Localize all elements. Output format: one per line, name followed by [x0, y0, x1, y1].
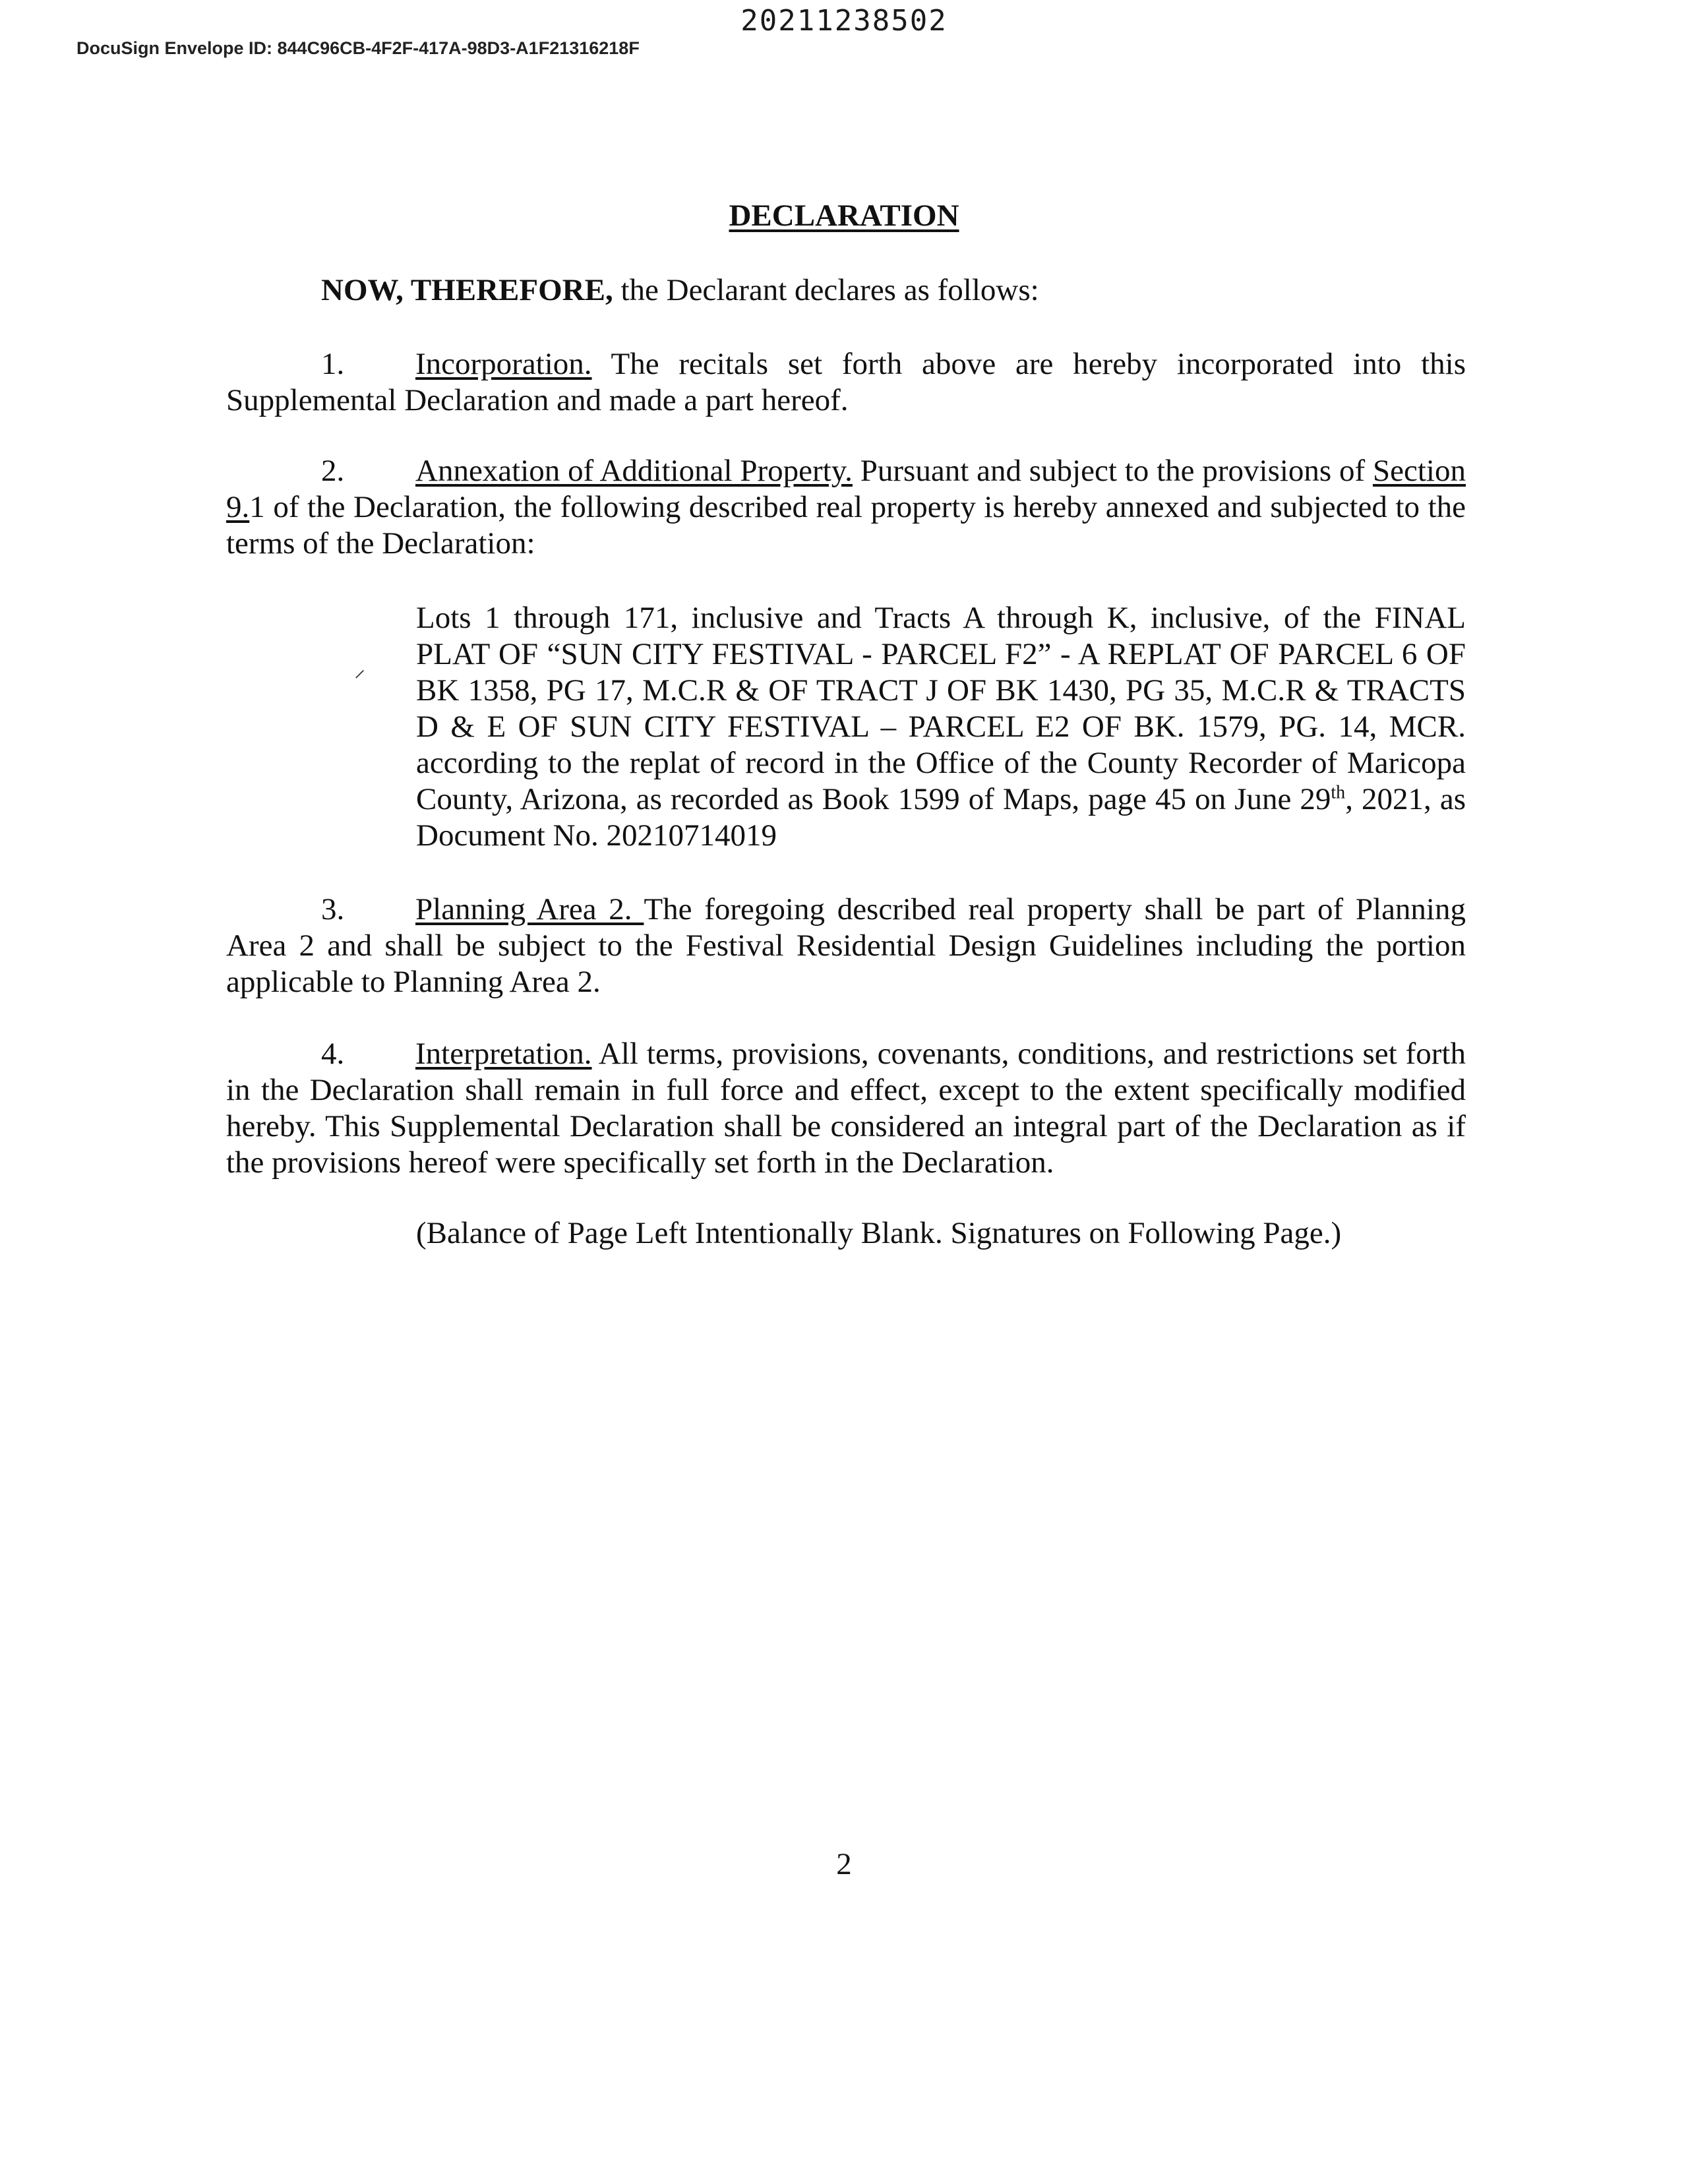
ordinal-superscript: th: [1331, 782, 1346, 803]
paragraph-heading: Annexation of Additional Property.: [415, 454, 853, 488]
paragraph-text: Pursuant and subject to the provisions of: [852, 454, 1373, 488]
balance-of-page-note: (Balance of Page Left Intentionally Blank. Signatures on Following Page.): [416, 1216, 1342, 1250]
legal-description-text: Lots 1 through 171, inclusive and Tracts A through K, inclusive, of the FINAL PLAT OF “SUN CITY FESTIVAL - PARCEL F2” - A REPLAT OF PARCEL 6 OF BK 1358, PG 17, M.C.R & OF TRACT J OF BK 1430, PG 35, M.C.R & TRACTS D & E OF SUN CITY FESTIVAL – PARCEL E2 OF BK. 1579, PG. 14, MCR. according to the replat of record in the Office of the County Recorder of Maricopa County, Arizona, as recorded as Book 1599 of Maps, page 45 on June 29: [416, 601, 1466, 816]
paragraph-number: 3.: [321, 892, 345, 926]
paragraph-planning-area: [226, 892, 1466, 1000]
paragraph-text: The recitals set forth above are hereby incorporated into this Supplemental Declaration and made a part hereof.: [226, 347, 1466, 417]
paragraph-annexation: [226, 453, 1466, 562]
docusign-envelope-id: DocuSign Envelope ID: 844C96CB-4F2F-417A-98D3-A1F21316218F: [76, 38, 640, 58]
margin-mark: ⸝: [354, 657, 365, 682]
paragraph-incorporation: [226, 346, 1466, 419]
paragraph-number: 1.: [321, 347, 345, 381]
legal-description: [416, 600, 1466, 854]
paragraph-text: The foregoing described real property shall be part of Planning Area 2 and shall be subject to the Festival Residential Design Guidelines including the portion applicable to Planning Area 2.: [226, 892, 1466, 999]
intro-statement: [321, 272, 1039, 308]
legal-description-document-number: , 2021, as Document No. 20210714019: [416, 782, 1466, 853]
paragraph-interpretation: [226, 1036, 1466, 1181]
paragraph-heading: Interpretation.: [415, 1037, 592, 1071]
paragraph-number: 2.: [321, 454, 345, 488]
paragraph-text: All terms, provisions, covenants, conditions, and restrictions set forth in the Declaration shall remain in full force and effect, except to the extent specifically modified hereby. This Supplemental Declaration shall be considered an integral part of the Declaration as if the provisions hereof were specifically set forth in the Declaration.: [226, 1037, 1466, 1180]
recording-number: 20211238502: [740, 4, 948, 38]
paragraph-heading: Planning Area 2.: [415, 892, 644, 926]
page-number: 2: [836, 1847, 852, 1881]
intro-lead: NOW, THEREFORE,: [321, 273, 613, 307]
paragraph-text-continued: 1 of the Declaration, the following described real property is hereby annexed and subjected to the terms of the Declaration:: [226, 490, 1466, 561]
section-reference: Section 9.: [226, 454, 1466, 524]
paragraph-heading: Incorporation.: [415, 347, 592, 381]
document-title: DECLARATION: [729, 198, 959, 233]
paragraph-number: 4.: [321, 1037, 345, 1071]
intro-rest: the Declarant declares as follows:: [613, 273, 1039, 307]
